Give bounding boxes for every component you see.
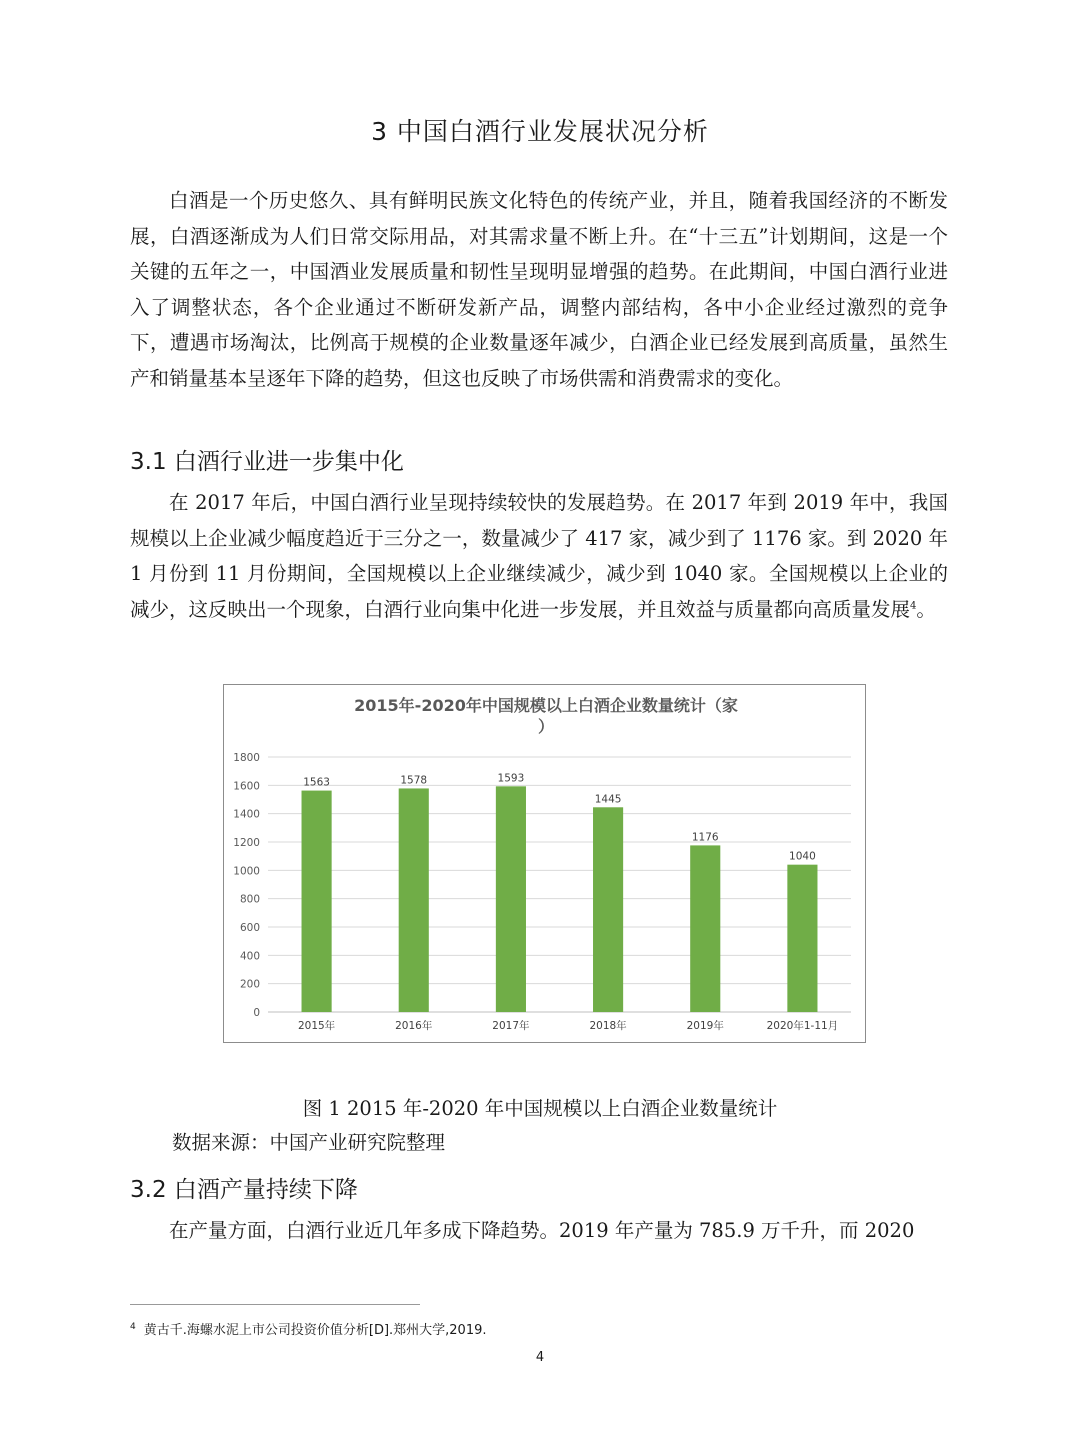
section-heading-3-2: 3.2 白酒产量持续下降 [130, 1177, 358, 1203]
chart-title: 2015年-2020年中国规模以上白酒企业数量统计（家 [354, 696, 738, 715]
y-tick-label: 400 [239, 950, 260, 963]
y-tick-label: 200 [239, 978, 260, 991]
section-heading-3-1: 3.1 白酒行业进一步集中化 [130, 449, 404, 475]
y-tick-label: 1600 [233, 780, 260, 793]
bar-chart [223, 684, 866, 1043]
y-tick-label: 1000 [233, 865, 260, 878]
figure-caption: 图 1 2015 年-2020 年中国规模以上白酒企业数量统计 [302, 1097, 778, 1120]
data-label: 1176 [691, 831, 719, 844]
x-tick-label: 2018年 [589, 1020, 627, 1032]
data-label: 1578 [400, 774, 428, 787]
chart-title-continued: ） [537, 717, 555, 736]
bar [593, 807, 623, 1012]
y-tick-label: 1800 [233, 752, 260, 764]
figure-source: 数据来源：中国产业研究院整理 [172, 1131, 446, 1154]
footnote [130, 1319, 487, 1338]
y-tick-label: 600 [239, 922, 260, 934]
page-number: 4 [535, 1350, 545, 1365]
section-3-1-text: 在 2017 年后，中国白酒行业呈现持续较快的发展趋势。在 2017 年到 2019 年中，我国规模以上企业减少幅度趋近于三分之一，数量减少了 417 家，减少到了 1176 家。到 2020 年 1 月份到 11 月份期间，全国规模以上企业继续减少，减少到 1040 家。全国规模以上企业的减少，这反映出一个现象，白酒行业向集中化进一步发展，并且效益与质量都向高质量发展 [130, 491, 948, 621]
footnote-ref[interactable]: 4 [910, 600, 917, 611]
bar [302, 791, 332, 1012]
y-tick-label: 800 [239, 893, 260, 906]
bar [496, 786, 526, 1012]
bar [787, 865, 817, 1012]
data-label: 1593 [497, 772, 525, 785]
data-label: 1563 [303, 776, 330, 789]
chapter-title: 3 中国白酒行业发展状况分析 [371, 117, 709, 146]
bars [298, 772, 838, 1032]
section-3-2-paragraph: 在产量方面，白酒行业近几年多成下降趋势。2019 年产量为 785.9 万千升，而 2020 [169, 1219, 915, 1242]
x-tick-label: 2019年 [686, 1020, 724, 1032]
y-tick-label: 1400 [233, 808, 260, 821]
bar [399, 788, 429, 1012]
section-3-1-text-end: 。 [916, 597, 936, 621]
bar-chart-svg [224, 685, 867, 1044]
section-3-1-paragraph [130, 485, 948, 627]
intro-paragraph: 白酒是一个历史悠久、具有鲜明民族文化特色的传统产业，并且，随着我国经济的不断发展，白酒逐渐成为人们日常交际用品，对其需求量不断上升。在“十三五”计划期间，这是一个关键的五年之一，中国酒业发展质量和韧性呈现明显增强的趋势。在此期间，中国白酒行业进入了调整状态，各个企业通过不断研发新产品，调整内部结构，各中小企业经过激烈的竞争下，遭遇市场淘汰，比例高于规模的企业数量逐年减少，白酒企业已经发展到高质量，虽然生产和销量基本呈逐年下降的趋势，但这也反映了市场供需和消费需求的变化。 [130, 189, 948, 390]
y-tick-label: 0 [253, 1007, 260, 1019]
x-tick-label: 2017年 [492, 1020, 530, 1032]
x-tick-label: 2015年 [297, 1020, 336, 1032]
x-tick-label: 2020年1-11月 [766, 1020, 839, 1032]
data-label: 1445 [594, 793, 622, 806]
y-tick-label: 1200 [233, 837, 260, 849]
x-tick-label: 2016年 [395, 1020, 433, 1032]
footnote-divider [130, 1304, 420, 1305]
footnote-number: 4 [130, 1321, 136, 1332]
footnote-text: 黄古千.海螺水泥上市公司投资价值分析[D].郑州大学,2019. [143, 1323, 487, 1338]
bar [690, 845, 720, 1012]
data-label: 1040 [789, 850, 816, 863]
